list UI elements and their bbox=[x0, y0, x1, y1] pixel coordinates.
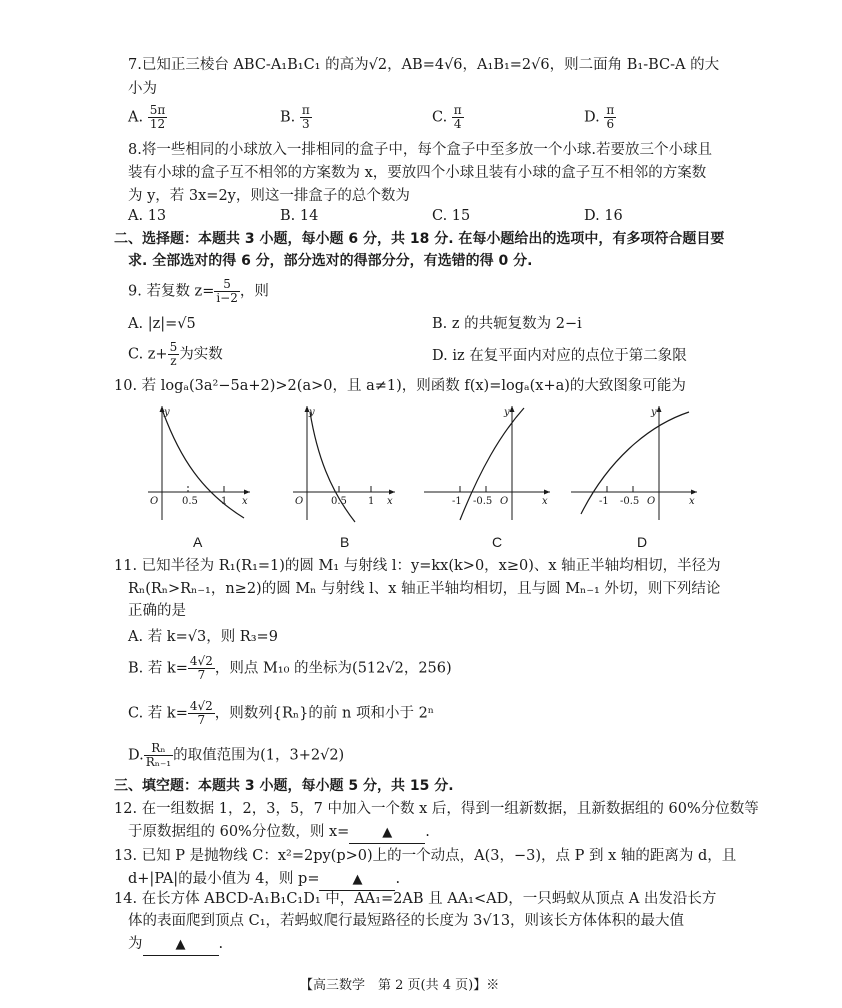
answer-blank bbox=[319, 869, 395, 891]
tick-label: -0.5 bbox=[620, 496, 640, 507]
fraction: $\frac{5\pi}{12}$ bbox=[149, 103, 166, 131]
y-axis-arrow bbox=[657, 406, 662, 412]
q9-option-a: A. |z|=√5 bbox=[128, 316, 196, 332]
tick-label: -1 bbox=[599, 496, 609, 507]
x-axis-label: x bbox=[542, 496, 548, 507]
fraction: $\frac{4√2}{7}$ bbox=[189, 699, 213, 727]
q9-stem: 9. 若复数 z= $\frac{5}{i-2}$ ，则 bbox=[128, 277, 269, 305]
x-axis-arrow bbox=[544, 490, 550, 495]
option-letter: B. bbox=[280, 109, 296, 126]
q13-stem-line1: 13. 已知 P 是抛物线 C：x²=2py(p>0)上的一个动点，A(3，−3)，点 P 到 x 轴的距离为 d，且 bbox=[114, 848, 737, 864]
blank-marker: ▲ bbox=[382, 825, 393, 840]
fraction: $\frac{\pi}{3}$ bbox=[301, 103, 310, 131]
q13-stem-line2: d+|PA|的最小值为 4，则 p= ▲ . bbox=[128, 869, 400, 891]
q10-graph-d bbox=[567, 400, 702, 525]
q11-option-d: D. $\frac{\text{Rₙ}}{\text{Rₙ₋₁}}$ 的取值范围为(1，3+2√2) bbox=[128, 741, 345, 769]
y-axis-label: y bbox=[651, 407, 657, 418]
q10-graph-a-label: A bbox=[193, 534, 203, 550]
tick-label: 0.5 bbox=[331, 496, 347, 507]
x-axis-label: x bbox=[387, 496, 393, 507]
q14-stem-line2: 体的表面爬到顶点 C₁，若蚂蚁爬行最短路径的长度为 3√13，则该长方体体积的最大值 bbox=[128, 913, 685, 929]
q11-option-b: B. 若 k= $\frac{4√2}{7}$ ，则点 M₁₀ 的坐标为(512√2，256) bbox=[128, 654, 452, 682]
tick-label: -0.5 bbox=[473, 496, 493, 507]
q11-option-a: A. 若 k=√3，则 R₃=9 bbox=[128, 629, 278, 645]
x-axis-label: x bbox=[242, 496, 248, 507]
q12-stem-line2: 于原数据组的 60%分位数，则 x= ▲ . bbox=[128, 822, 430, 844]
q11-stem-line1: 11. 已知半径为 R₁(R₁=1)的圆 M₁ 与射线 l：y=kx(k>0，x≥0)、x 轴正半轴均相切，半径为 bbox=[114, 558, 721, 574]
blank-marker: ▲ bbox=[175, 937, 186, 952]
fraction: $\frac{5}{z}$ bbox=[169, 340, 178, 368]
q7-option-b bbox=[280, 104, 312, 131]
q11-stem-line2: Rₙ(Rₙ>Rₙ₋₁，n≥2)的圆 Mₙ 与射线 l、x 轴正半轴均相切，且与圆 Mₙ₋₁ 外切，则下列结论 bbox=[128, 581, 721, 597]
section2-heading-line2: 求. 全部选对的得 6 分，部分选对的得部分分，有选错的得 0 分. bbox=[128, 253, 533, 269]
q10-graph-b bbox=[285, 400, 400, 525]
tick-label: 0.5 bbox=[182, 496, 198, 507]
option-letter: C. bbox=[432, 109, 448, 126]
option-letter: A. bbox=[128, 109, 144, 126]
fraction: $\frac{\pi}{6}$ bbox=[606, 103, 615, 131]
q9-option-d: D. iz 在复平面内对应的点位于第二象限 bbox=[432, 348, 687, 364]
q10-graph-a bbox=[140, 400, 255, 525]
function-curve bbox=[163, 412, 244, 518]
x-axis-arrow bbox=[389, 490, 395, 495]
q7-stem-line2: 小为 bbox=[128, 81, 157, 97]
q7-option-a bbox=[128, 104, 167, 131]
q7-option-c bbox=[432, 104, 464, 131]
q8-stem-line2: 装有小球的盒子互不相邻的方案数为 x，要放四个小球且装有小球的盒子互不相邻的方案数 bbox=[128, 165, 707, 181]
option-letter: D. bbox=[584, 109, 600, 126]
fraction: $\frac{4√2}{7}$ bbox=[189, 654, 213, 682]
origin-label: O bbox=[295, 496, 304, 507]
y-axis-label: y bbox=[504, 407, 510, 418]
tick-label: 1 bbox=[368, 496, 375, 507]
q8-option-d: D. 16 bbox=[584, 208, 623, 224]
q8-option-c: C. 15 bbox=[432, 208, 471, 224]
tick-label: -1 bbox=[452, 496, 462, 507]
q11-option-c: C. 若 k= $\frac{4√2}{7}$ ，则数列{Rₙ}的前 n 项和小于 2ⁿ bbox=[128, 699, 435, 727]
q10-graph-b-label: B bbox=[340, 534, 350, 550]
x-axis-arrow bbox=[244, 490, 250, 495]
y-axis-label: y bbox=[309, 407, 315, 418]
q10-graph-c-label: C bbox=[492, 534, 503, 550]
origin-label: O bbox=[150, 496, 159, 507]
q14-stem-line1: 14. 在长方体 ABCD-A₁B₁C₁D₁ 中，AA₁=2AB 且 AA₁<AD，一只蚂蚁从顶点 A 出发沿长方 bbox=[114, 891, 717, 907]
answer-blank bbox=[143, 934, 219, 956]
y-axis-label: y bbox=[164, 407, 170, 418]
fraction: $\frac{\pi}{4}$ bbox=[453, 103, 462, 131]
section3-heading: 三、填空题：本题共 3 小题，每小题 5 分，共 15 分. bbox=[114, 778, 454, 794]
x-axis-label: x bbox=[689, 496, 695, 507]
fraction: $\frac{\text{Rₙ}}{\text{Rₙ₋₁}}$ bbox=[145, 741, 172, 769]
q8-option-b: B. 14 bbox=[280, 208, 319, 224]
page-footer: 【高三数学 第 2 页(共 4 页)】※ bbox=[300, 978, 500, 993]
q11-stem-line3: 正确的是 bbox=[128, 603, 186, 619]
tick-label: 1 bbox=[221, 496, 228, 507]
fraction: $\frac{5}{i-2}$ bbox=[216, 277, 238, 305]
q9-option-b: B. z 的共轭复数为 2−i bbox=[432, 316, 582, 332]
section2-heading-line1: 二、选择题：本题共 3 小题，每小题 6 分，共 18 分. 在每小题给出的选项中，有多项符合题目要 bbox=[114, 231, 725, 247]
q10-stem: 10. 若 logₐ(3a²−5a+2)>2(a>0，且 a≠1)，则函数 f(x)=logₐ(x+a)的大致图象可能为 bbox=[114, 378, 686, 394]
q7-stem-line1: 7.已知正三棱台 ABC-A₁B₁C₁ 的高为√2，AB=4√6，A₁B₁=2√6，则二面角 B₁-BC-A 的大 bbox=[128, 57, 720, 73]
q7-option-d bbox=[584, 104, 616, 131]
x-axis-arrow bbox=[691, 490, 697, 495]
q8-option-a: A. 13 bbox=[128, 208, 167, 224]
blank-marker: ▲ bbox=[352, 872, 363, 887]
q8-stem-line3: 为 y，若 3x=2y，则这一排盒子的总个数为 bbox=[128, 188, 410, 204]
q10-graph-d-label: D bbox=[637, 534, 648, 550]
origin-label: O bbox=[500, 496, 509, 507]
q9-option-c: C. z+ $\frac{5}{z}$ 为实数 bbox=[128, 340, 223, 368]
origin-label: O bbox=[647, 496, 656, 507]
q12-stem-line1: 12. 在一组数据 1，2，3，5，7 中加入一个数 x 后，得到一组新数据，且新数据组的 60%分位数等 bbox=[114, 801, 759, 817]
answer-blank bbox=[349, 822, 425, 844]
q8-stem-line1: 8.将一些相同的小球放入一排相同的盒子中，每个盒子中至多放一个小球.若要放三个小球且 bbox=[128, 142, 712, 158]
q14-stem-line3: 为 ▲ . bbox=[128, 934, 223, 956]
y-axis-arrow bbox=[510, 406, 515, 412]
q10-graph-c bbox=[420, 400, 555, 525]
